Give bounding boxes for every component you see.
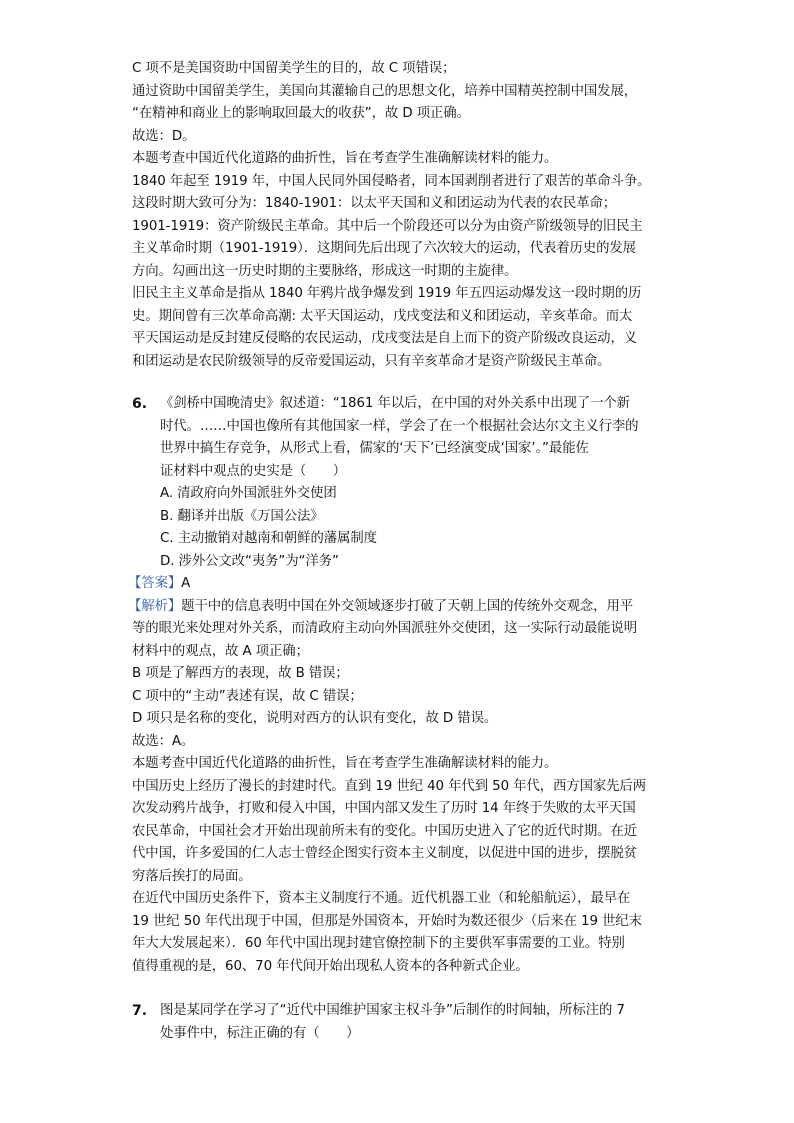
option-c: C. 主动撤销对越南和朝鲜的藩属制度 <box>160 531 377 546</box>
text-line: 史。期间曾有三次革命高潮: 太平天国运动，戊戌变法和义和团运动，辛亥革命。而太 <box>132 308 633 324</box>
text-line: 值得重视的是，60、70 年代间开始出现私人资本的各种新式企业。 <box>132 958 529 974</box>
text-line: 故选：D。 <box>132 128 196 144</box>
question-7 <box>132 1000 667 1045</box>
text-line: C 项不是美国资助中国留美学生的目的，故 C 项错误； <box>132 61 456 76</box>
text-line: 本题考查中国近代化道路的曲折性，旨在考查学生准确解读材料的能力。 <box>132 151 558 166</box>
text-line: 材料中的观点，故 A 项正确； <box>132 643 309 659</box>
text-line: 主义革命时期（1901-1919）．这期间先后出现了六次较大的运动，代表着历史的发展 <box>132 241 636 256</box>
text-line: 代中国，许多爱国的仁人志士曾经企图实行资本主义制度，以促进中国的进步，摆脱贫 <box>132 846 638 861</box>
text-line: 通过资助中国留美学生，美国向其灌输自己的思想文化，培养中国精英控制中国发展， <box>132 83 638 99</box>
text-line: 农民革命，中国社会才开始出现前所未有的变化。中国历史进入了它的近代时期。在近 <box>132 823 638 839</box>
text-line: 穷落后挨打的局面。 <box>132 868 252 884</box>
question-number: 6. <box>132 396 148 412</box>
text-line: 故选：A。 <box>132 733 195 749</box>
text-line: 这段时期大致可分为：1840-1901：以太平天国和义和团运动为代表的农民革命； <box>132 196 617 211</box>
analysis-first-line <box>128 596 667 619</box>
question-6 <box>128 393 667 978</box>
question-number: 7. <box>132 1003 148 1019</box>
stem-line: 《剑桥中国晚清史》叙述道：“1861 年以后，在中国的对外关系中出现了一个新 <box>160 396 630 411</box>
analysis-text: 题干中的信息表明中国在外交领域逐步打破了天朝上国的传统外交观念，用平 <box>181 598 634 614</box>
answer-value: A <box>181 576 191 591</box>
text-line: 本题考查中国近代化道路的曲折性，旨在考查学生准确解读材料的能力。 <box>132 756 558 771</box>
text-line: 方向。勾画出这一历史时期的主要脉络，形成这一时期的主旋律。 <box>132 263 518 279</box>
stem-line: 时代。……中国也像所有其他国家一样，学会了在一个根据社会达尔文主义行李的 <box>160 418 639 434</box>
question-stem <box>160 393 667 483</box>
text-line: 次发动鸦片战争，打败和侵入中国，中国内部又发生了历时 14 年终于失败的太平天国 <box>132 801 636 816</box>
stem-line: 世界中搞生存竞争，从形式上看，儒家的‘天下’已经演变成‘国家’。”最能佐 <box>160 441 589 456</box>
text-line: 旧民主主义革命是指从 1840 年鸦片战争爆发到 1919 年五四运动爆发这一段时期的历 <box>132 286 642 301</box>
text-line: 1840 年起至 1919 年，中国人民同外国侵略者，同本国剥削者进行了艰苦的革命斗争。 <box>132 173 651 189</box>
text-line: 19 世纪 50 年代出现于中国，但那是外国资本，开始时为数还很少（后来在 19 世纪末 <box>132 913 642 929</box>
analysis-body <box>132 618 667 978</box>
text-line: 平天国运动是反封建反侵略的农民运动，戊戌变法是自上而下的资产阶级改良运动，义 <box>132 331 638 346</box>
text-line: 1901-1919：资产阶级民主革命。其中后一个阶段还可以分为由资产阶级领导的旧民主 <box>132 218 643 234</box>
option-b: B. 翻译并出版《万国公法》 <box>160 508 324 524</box>
text-line: 等的眼光来处理对外关系，而清政府主动向外国派驻外交使团，这一实际行动最能说明 <box>132 621 638 636</box>
stem-line: 图是某同学在学习了“近代中国维护国家主权斗争”后制作的时间轴，所标注的 7 <box>160 1003 625 1018</box>
answer-tag: 【答案】 <box>128 576 182 591</box>
previous-analysis <box>132 58 667 373</box>
answer-options <box>160 483 667 573</box>
text-line: D 项只是名称的变化，说明对西方的认识有变化，故 D 错误。 <box>132 711 498 726</box>
text-line: B 项是了解西方的表现，故 B 错误； <box>132 666 349 681</box>
answer-line <box>128 573 667 596</box>
question-stem <box>160 1000 667 1045</box>
text-line: 年大大发展起来）．60 年代中国出现封建官僚控制下的主要供军事需要的工业。特别 <box>132 936 625 951</box>
stem-line: 处事件中，标注正确的有（ ） <box>160 1025 360 1041</box>
stem-line: 证材料中观点的史实是（ ） <box>160 463 347 479</box>
option-a: A. 清政府向外国派驻外交使团 <box>160 486 337 501</box>
text-line: 和团运动是农民阶级领导的反帝爱国运动，只有辛亥革命才是资产阶级民主革命。 <box>132 353 611 369</box>
option-d: D. 涉外公文改“夷务”为“洋务” <box>160 553 339 569</box>
text-line: 中国历史上经历了漫长的封建时代。直到 19 世纪 40 年代到 50 年代，西方国家先后两 <box>132 778 647 794</box>
text-line: 在近代中国历史条件下，资本主义制度行不通。近代机器工业（和轮船航运），最早在 <box>132 891 631 906</box>
text-line: C 项中的“主动”表述有误，故 C 错误； <box>132 688 363 704</box>
analysis-tag: 【解析】 <box>128 598 182 614</box>
text-line: “在精神和商业上的影响取回最大的收获”，故 D 项正确。 <box>132 106 470 121</box>
document-page <box>128 58 667 1045</box>
